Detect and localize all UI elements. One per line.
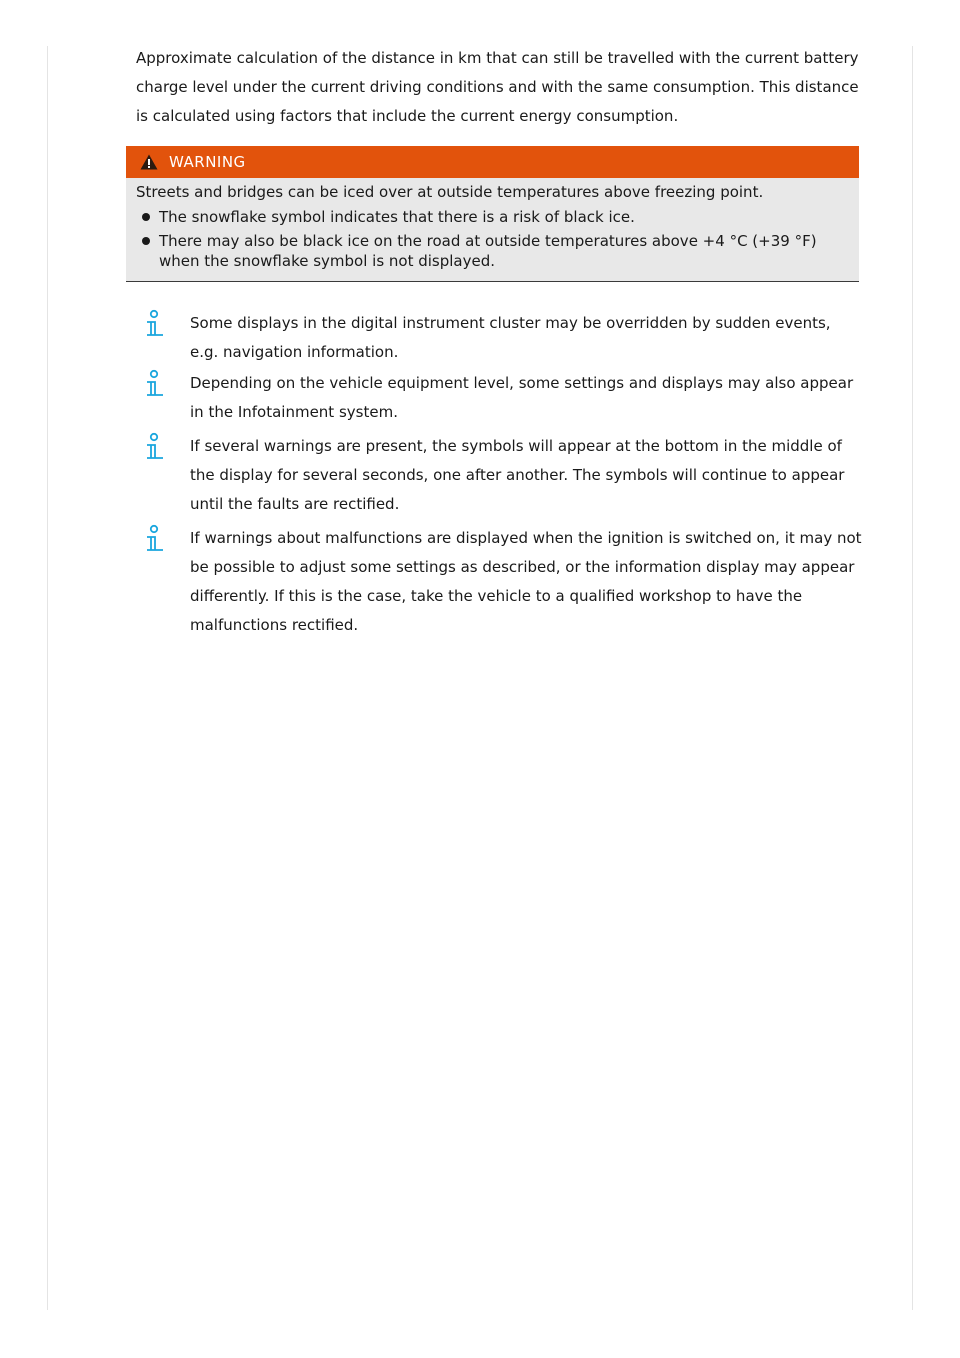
info-icon xyxy=(143,369,165,399)
note-text: Some displays in the digital instrument cluster may be overridden by sudden events, e.g. navigation information. xyxy=(190,314,831,361)
warning-box xyxy=(126,146,859,282)
right-margin-rule xyxy=(912,46,913,1310)
warning-list-item: The snowflake symbol indicates that there is a risk of black ice. xyxy=(136,207,849,227)
warning-body xyxy=(126,178,859,282)
note-item xyxy=(143,524,863,640)
warning-header xyxy=(126,146,859,178)
note-text: Depending on the vehicle equipment level, some settings and displays may also appear in the Infotainment system. xyxy=(190,374,854,421)
warning-list xyxy=(136,207,849,271)
warning-title: WARNING xyxy=(169,153,246,171)
note-text: If warnings about malfunctions are displayed when the ignition is switched on, it may not be possible to adjust some settings as described, or the information display may appear differently. If this is the case, take the vehicle to a qualified workshop to have the malfunctions rectified. xyxy=(190,529,862,634)
left-margin-rule xyxy=(47,46,48,1310)
warning-triangle-icon xyxy=(140,154,158,170)
intro-paragraph: Approximate calculation of the distance in km that can still be travelled with the current battery charge level under the current driving conditions and with the same consumption. This distance is calculated using factors that include the current energy consumption. xyxy=(136,49,859,125)
warning-text: Streets and bridges can be iced over at outside temperatures above freezing point. xyxy=(136,183,764,201)
note-item xyxy=(143,432,863,519)
info-icon xyxy=(143,524,165,554)
info-icon xyxy=(143,432,165,462)
info-icon xyxy=(143,309,165,339)
note-text: If several warnings are present, the symbols will appear at the bottom in the middle of the display for several seconds, one after another. The symbols will continue to appear until the faults are rectified. xyxy=(190,437,845,513)
note-item xyxy=(143,369,863,427)
note-item xyxy=(143,309,863,367)
warning-list-item: There may also be black ice on the road at outside temperatures above +4 °C (+39 °F) when the snowflake symbol is not displayed. xyxy=(136,231,849,271)
